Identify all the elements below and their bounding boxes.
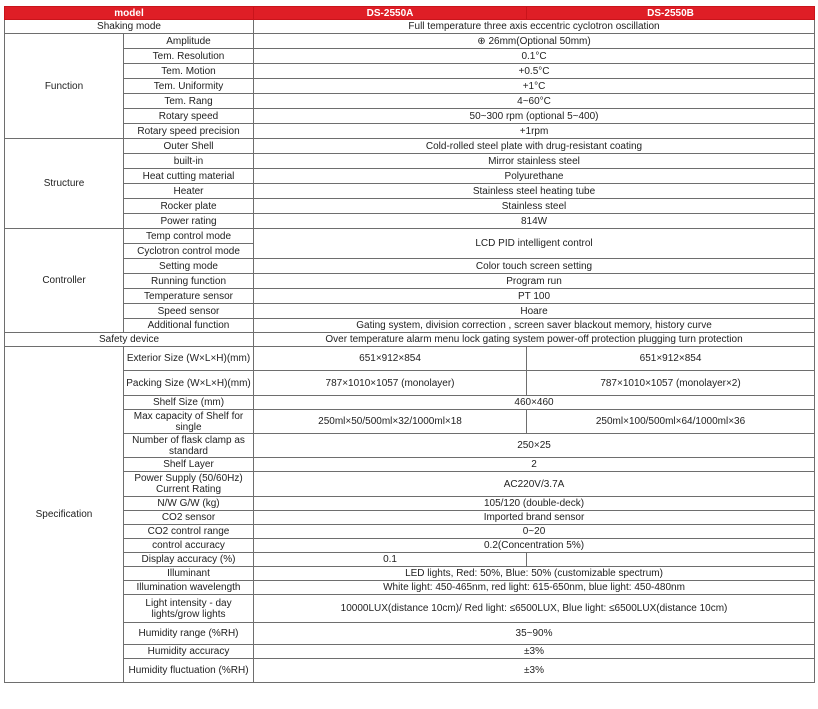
- row-value: Cold-rolled steel plate with drug-resistant coating: [254, 139, 815, 154]
- row-label: Heat cutting material: [124, 169, 254, 184]
- row-value: PT 100: [254, 289, 815, 304]
- model-b-value: 787×1010×1057 (monolayer×2): [527, 371, 815, 396]
- row-label: control accuracy: [124, 539, 254, 553]
- row-value: +0.5°C: [254, 64, 815, 79]
- row-label: Setting mode: [124, 259, 254, 274]
- row-label: Temp control mode: [124, 229, 254, 244]
- row-value: Hoare: [254, 304, 815, 319]
- row-label: Light intensity - day lights/grow lights: [124, 595, 254, 623]
- row-value: Imported brand sensor: [254, 511, 815, 525]
- row-label: Illumination wavelength: [124, 581, 254, 595]
- row-label: Max capacity of Shelf for single: [124, 410, 254, 434]
- table-row: [5, 319, 815, 333]
- row-label: Heater: [124, 184, 254, 199]
- row-value: 35~90%: [254, 623, 815, 645]
- row-label: Display accuracy (%): [124, 553, 254, 567]
- row-value: Program run: [254, 274, 815, 289]
- controller-group-label: Controller: [5, 229, 124, 333]
- row-value: 0.2(Concentration 5%): [254, 539, 815, 553]
- row-value: Mirror stainless steel: [254, 154, 815, 169]
- model-b-value: 250ml×100/500ml×64/1000ml×36: [527, 410, 815, 434]
- row-value: LED lights, Red: 50%, Blue: 50% (customizable spectrum): [254, 567, 815, 581]
- row-label: Rotary speed precision: [124, 124, 254, 139]
- row-label: Speed sensor: [124, 304, 254, 319]
- table-row: [5, 34, 815, 49]
- table-row: [5, 259, 815, 274]
- model-b-header: DS-2550B: [527, 7, 815, 20]
- table-row: [5, 229, 815, 244]
- row-label: Cyclotron control mode: [124, 244, 254, 259]
- table-row: [5, 49, 815, 64]
- model-b-value: [527, 553, 815, 567]
- table-row: [5, 20, 815, 34]
- row-value: 0.1°C: [254, 49, 815, 64]
- model-header: model: [5, 7, 254, 20]
- table-row: [5, 347, 815, 371]
- row-value: Color touch screen setting: [254, 259, 815, 274]
- table-row: [5, 274, 815, 289]
- safety-device-label: Safety device: [5, 333, 254, 347]
- table-row: [5, 199, 815, 214]
- row-value: 105/120 (double-deck): [254, 497, 815, 511]
- row-value: 814W: [254, 214, 815, 229]
- table-row: [5, 184, 815, 199]
- function-group-label: Function: [5, 34, 124, 139]
- table-row: [5, 154, 815, 169]
- table-row: [5, 94, 815, 109]
- row-value: 460×460: [254, 396, 815, 410]
- row-value: 4~60°C: [254, 94, 815, 109]
- row-value: Stainless steel: [254, 199, 815, 214]
- table-row: [5, 595, 815, 623]
- table-row: [5, 396, 815, 410]
- row-label: Number of flask clamp as standard: [124, 434, 254, 458]
- row-label: Tem. Resolution: [124, 49, 254, 64]
- row-value: Gating system, division correction , screen saver blackout memory, history curve: [254, 319, 815, 333]
- table-row: [5, 109, 815, 124]
- row-label: Humidity range (%RH): [124, 623, 254, 645]
- structure-group-label: Structure: [5, 139, 124, 229]
- table-row: [5, 434, 815, 458]
- row-label: Tem. Rang: [124, 94, 254, 109]
- row-label: Rotary speed: [124, 109, 254, 124]
- shaking-mode-label: Shaking mode: [5, 20, 254, 34]
- table-row: [5, 169, 815, 184]
- row-label: Humidity accuracy: [124, 645, 254, 659]
- table-row: [5, 623, 815, 645]
- table-row: [5, 458, 815, 472]
- table-row: [5, 645, 815, 659]
- safety-device-value: Over temperature alarm menu lock gating system power-off protection plugging turn protection: [254, 333, 815, 347]
- row-label: Additional function: [124, 319, 254, 333]
- row-label: Shelf Layer: [124, 458, 254, 472]
- table-row: [5, 511, 815, 525]
- table-row: [5, 472, 815, 497]
- row-value: Stainless steel heating tube: [254, 184, 815, 199]
- table-row: [5, 124, 815, 139]
- model-a-header: DS-2550A: [254, 7, 527, 20]
- row-label: Power rating: [124, 214, 254, 229]
- row-label: built-in: [124, 154, 254, 169]
- table-row: [5, 79, 815, 94]
- row-label: Tem. Motion: [124, 64, 254, 79]
- table-row: [5, 539, 815, 553]
- row-label: Power Supply (50/60Hz) Current Rating: [124, 472, 254, 497]
- table-row: [5, 659, 815, 683]
- table-row: [5, 410, 815, 434]
- row-value: White light: 450-465nm, red light: 615-650nm, blue light: 450-480nm: [254, 581, 815, 595]
- row-label: Outer Shell: [124, 139, 254, 154]
- shaking-mode-value: Full temperature three axis eccentric cyclotron oscillation: [254, 20, 815, 34]
- row-label: Exterior Size (W×L×H)(mm): [124, 347, 254, 371]
- row-label: Running function: [124, 274, 254, 289]
- row-value: +1°C: [254, 79, 815, 94]
- row-value: 0~20: [254, 525, 815, 539]
- row-label: Amplitude: [124, 34, 254, 49]
- row-label: Humidity fluctuation (%RH): [124, 659, 254, 683]
- table-row: [5, 581, 815, 595]
- row-value: ⊕ 26mm(Optional 50mm): [254, 34, 815, 49]
- table-row: [5, 525, 815, 539]
- spec-table: [4, 6, 815, 683]
- row-label: Packing Size (W×L×H)(mm): [124, 371, 254, 396]
- row-label: Rocker plate: [124, 199, 254, 214]
- table-row: [5, 139, 815, 154]
- table-row: [5, 567, 815, 581]
- row-label: Shelf Size (mm): [124, 396, 254, 410]
- specification-group-label: Specification: [5, 347, 124, 683]
- row-value: +1rpm: [254, 124, 815, 139]
- table-row: [5, 214, 815, 229]
- row-label: Tem. Uniformity: [124, 79, 254, 94]
- table-row: [5, 64, 815, 79]
- model-a-value: 787×1010×1057 (monolayer): [254, 371, 527, 396]
- row-label: CO2 control range: [124, 525, 254, 539]
- table-row: [5, 289, 815, 304]
- row-label: Illuminant: [124, 567, 254, 581]
- table-row: [5, 304, 815, 319]
- table-row: [5, 553, 815, 567]
- row-value: 50~300 rpm (optional 5~400): [254, 109, 815, 124]
- row-label: Temperature sensor: [124, 289, 254, 304]
- header-row: [5, 7, 815, 20]
- spec-sheet: [4, 6, 814, 683]
- row-value: 10000LUX(distance 10cm)/ Red light: ≤6500LUX, Blue light: ≤6500LUX(distance 10cm): [254, 595, 815, 623]
- row-value: ±3%: [254, 645, 815, 659]
- row-value: 250×25: [254, 434, 815, 458]
- table-row: [5, 333, 815, 347]
- row-value: LCD PID intelligent control: [254, 229, 815, 259]
- table-row: [5, 497, 815, 511]
- row-value: AC220V/3.7A: [254, 472, 815, 497]
- model-a-value: 651×912×854: [254, 347, 527, 371]
- row-value: ±3%: [254, 659, 815, 683]
- table-row: [5, 371, 815, 396]
- row-value: 2: [254, 458, 815, 472]
- row-label: N/W G/W (kg): [124, 497, 254, 511]
- row-label: CO2 sensor: [124, 511, 254, 525]
- model-b-value: 651×912×854: [527, 347, 815, 371]
- row-value: Polyurethane: [254, 169, 815, 184]
- model-a-value: 250ml×50/500ml×32/1000ml×18: [254, 410, 527, 434]
- model-a-value: 0.1: [254, 553, 527, 567]
